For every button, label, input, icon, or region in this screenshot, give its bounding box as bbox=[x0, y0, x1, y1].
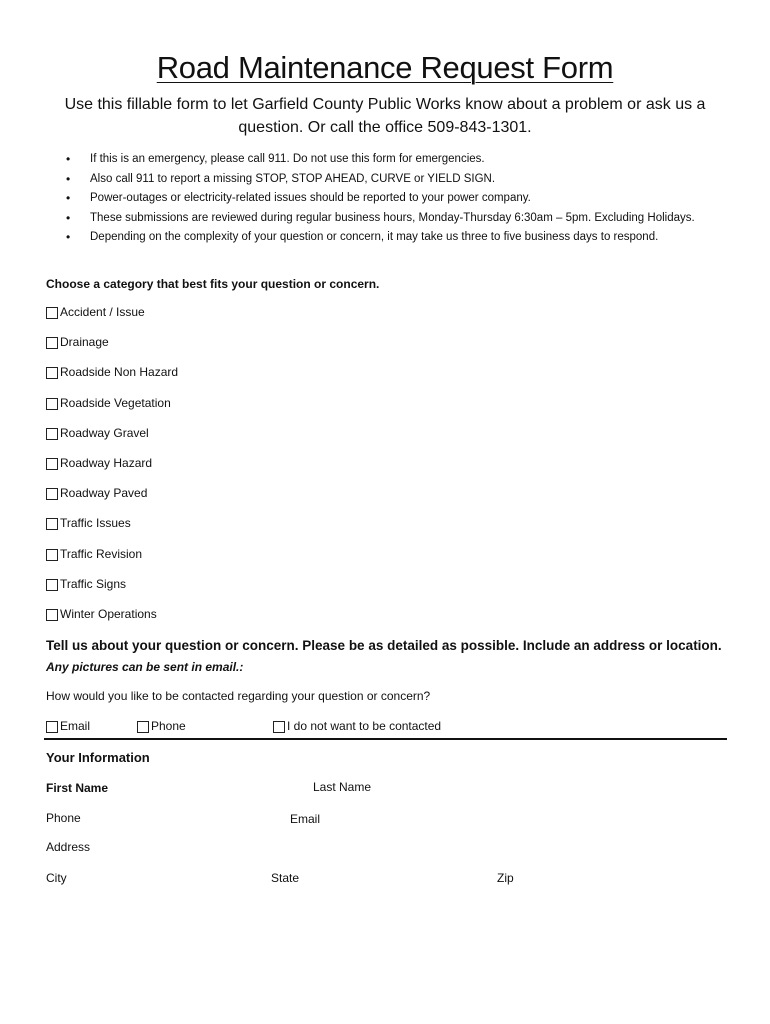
contact-question: How would you like to be contacted regarding your question or concern? bbox=[46, 689, 431, 703]
checkbox-icon[interactable] bbox=[46, 428, 58, 440]
category-option-roadside-vegetation[interactable] bbox=[46, 396, 178, 426]
bullet-icon: • bbox=[66, 152, 71, 166]
checkbox-icon[interactable] bbox=[46, 609, 58, 621]
category-prompt: Choose a category that best fits your question or concern. bbox=[46, 277, 380, 291]
category-label: Roadway Paved bbox=[60, 486, 148, 501]
category-option-traffic-revision[interactable] bbox=[46, 547, 178, 577]
page-title: Road Maintenance Request Form bbox=[156, 50, 614, 85]
section-divider bbox=[44, 738, 727, 740]
notice-text: Power-outages or electricity-related issues should be reported to your power company. bbox=[90, 192, 531, 204]
checkbox-icon[interactable] bbox=[46, 307, 58, 319]
category-option-roadside-non-hazard[interactable] bbox=[46, 365, 178, 395]
notice-list bbox=[46, 150, 736, 248]
contact-option-label: I do not want to be contacted bbox=[287, 719, 442, 733]
category-label: Traffic Signs bbox=[60, 576, 127, 591]
phone-field[interactable]: Phone bbox=[46, 811, 81, 825]
category-list bbox=[46, 305, 178, 637]
category-label: Roadway Hazard bbox=[60, 455, 153, 470]
contact-option-label: Email bbox=[60, 719, 91, 733]
category-option-roadway-hazard[interactable] bbox=[46, 456, 178, 486]
address-field[interactable]: Address bbox=[46, 840, 91, 854]
notice-text: If this is an emergency, please call 911. Do not use this form for emergencies. bbox=[90, 153, 485, 165]
email-field[interactable]: Email bbox=[290, 812, 321, 826]
bullet-icon: • bbox=[66, 230, 71, 244]
zip-field[interactable]: Zip bbox=[497, 871, 514, 885]
checkbox-icon[interactable] bbox=[46, 367, 58, 379]
category-label: Accident / Issue bbox=[60, 305, 145, 319]
contact-option-none[interactable] bbox=[273, 719, 441, 733]
first-name-field[interactable]: First Name bbox=[46, 781, 109, 795]
category-label: Roadside Vegetation bbox=[60, 395, 171, 410]
notice-text: Depending on the complexity of your question or concern, it may take us three to five business days to respond. bbox=[90, 231, 659, 243]
city-field[interactable]: City bbox=[46, 871, 67, 885]
checkbox-icon[interactable] bbox=[46, 398, 58, 410]
category-option-roadway-paved[interactable] bbox=[46, 486, 178, 516]
notice-item bbox=[46, 228, 736, 248]
checkbox-icon[interactable] bbox=[46, 337, 58, 349]
notice-item bbox=[46, 170, 736, 190]
category-label: Drainage bbox=[60, 335, 109, 350]
last-name-field[interactable]: Last Name bbox=[313, 780, 372, 794]
bullet-icon: • bbox=[66, 191, 71, 205]
category-option-drainage[interactable] bbox=[46, 335, 178, 365]
bullet-icon: • bbox=[66, 210, 71, 225]
checkbox-icon[interactable] bbox=[46, 549, 58, 561]
checkbox-icon[interactable] bbox=[273, 721, 285, 733]
category-label: Roadside Non Hazard bbox=[60, 365, 179, 380]
category-option-roadway-gravel[interactable] bbox=[46, 426, 178, 456]
checkbox-icon[interactable] bbox=[46, 518, 58, 530]
checkbox-icon[interactable] bbox=[46, 579, 58, 591]
your-information-heading: Your Information bbox=[46, 750, 150, 765]
pictures-note: Any pictures can be sent in email.: bbox=[46, 660, 244, 674]
category-label: Traffic Issues bbox=[60, 516, 131, 531]
contact-option-label: Phone bbox=[151, 719, 186, 733]
notice-text: These submissions are reviewed during regular business hours, Monday-Thursday 6:30am – 5pm. Excluding Holidays. bbox=[90, 211, 695, 224]
category-label: Roadway Gravel bbox=[60, 425, 149, 440]
state-field[interactable]: State bbox=[271, 871, 300, 885]
notice-item bbox=[46, 150, 736, 170]
category-label: Winter Operations bbox=[60, 606, 157, 621]
notice-item bbox=[46, 209, 736, 229]
checkbox-icon[interactable] bbox=[46, 458, 58, 470]
category-option-winter-operations[interactable] bbox=[46, 607, 178, 637]
category-option-traffic-issues[interactable] bbox=[46, 516, 178, 546]
page-subtitle: Use this fillable form to let Garfield County Public Works know about a problem or ask us a question. Or call the office 509-843-1301. bbox=[64, 96, 706, 136]
category-option-accident[interactable] bbox=[46, 305, 178, 335]
notice-text: Also call 911 to report a missing STOP, STOP AHEAD, CURVE or YIELD SIGN. bbox=[90, 172, 496, 185]
category-option-traffic-signs[interactable] bbox=[46, 577, 178, 607]
category-label: Traffic Revision bbox=[60, 546, 143, 561]
contact-option-phone[interactable] bbox=[137, 719, 186, 733]
contact-option-email[interactable] bbox=[46, 719, 90, 733]
notice-item bbox=[46, 189, 736, 209]
checkbox-icon[interactable] bbox=[46, 488, 58, 500]
details-prompt: Tell us about your question or concern. Please be as detailed as possible. Include an address or location. bbox=[46, 638, 722, 653]
checkbox-icon[interactable] bbox=[137, 721, 149, 733]
checkbox-icon[interactable] bbox=[46, 721, 58, 733]
bullet-icon: • bbox=[66, 171, 71, 186]
